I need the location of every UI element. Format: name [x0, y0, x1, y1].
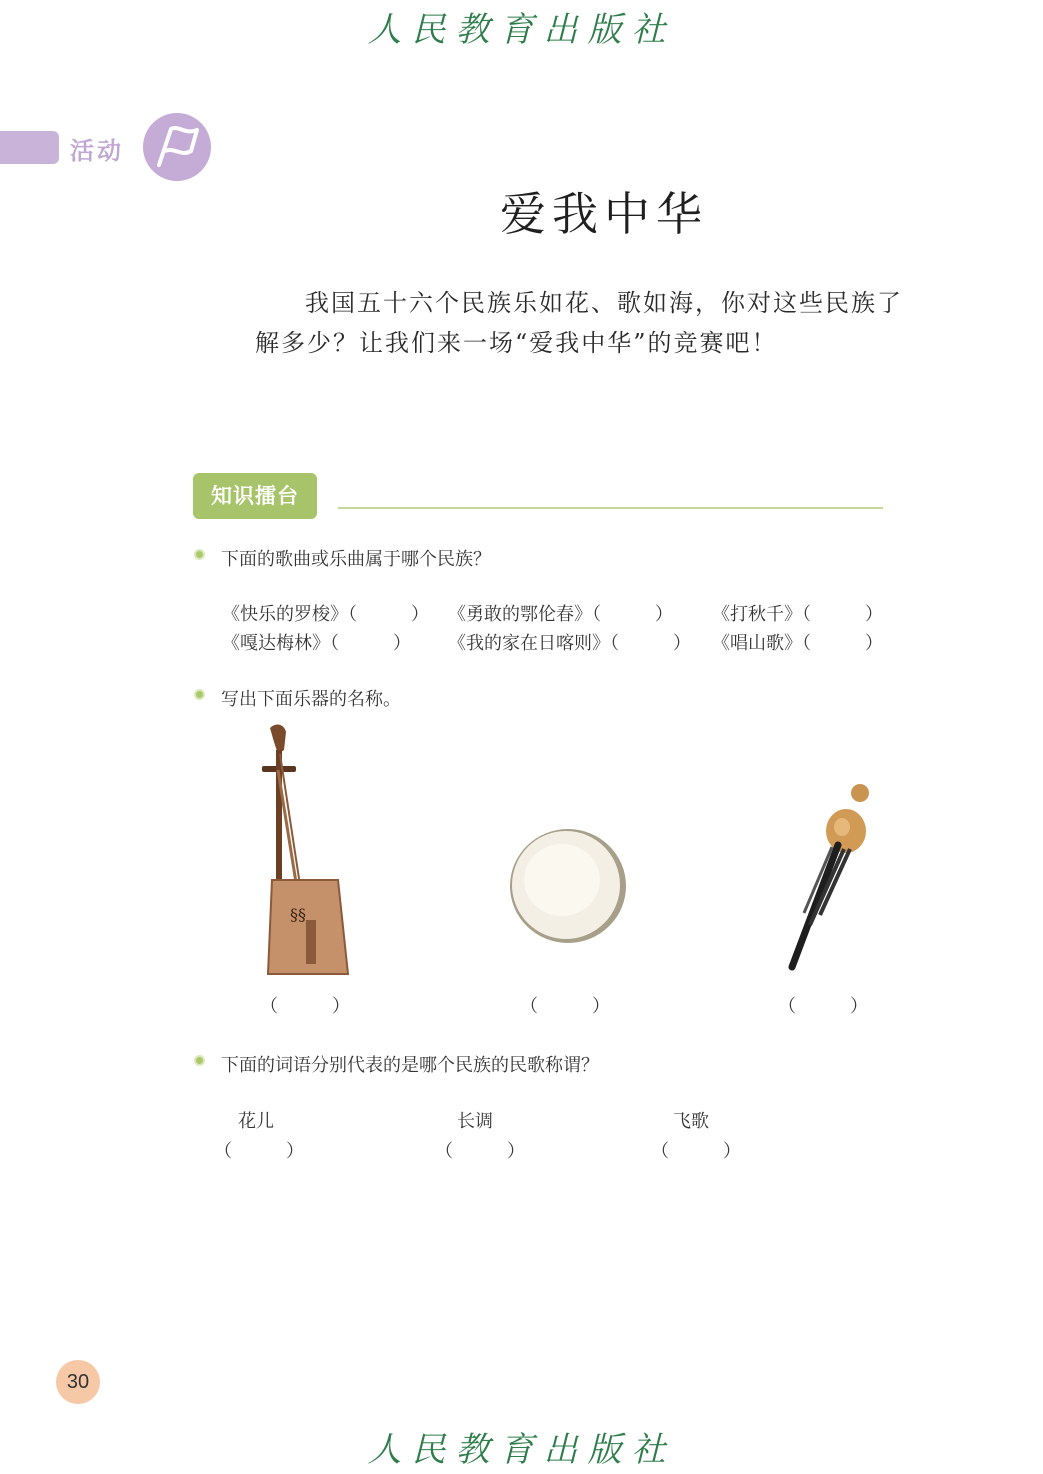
instrument-blank: （ ） — [520, 996, 610, 1017]
song-item: 《唱山歌》（ ） — [712, 633, 883, 654]
term-word: 长调 — [457, 1111, 493, 1132]
question-2-text: 写出下面乐器的名称。 — [221, 689, 401, 710]
hand-drum-image — [506, 824, 630, 948]
publisher-header: 人民教育出版社 — [367, 10, 676, 50]
flag-icon — [143, 113, 211, 181]
song-item: 《打秋千》（ ） — [712, 604, 883, 625]
activity-tab-label: 活动 — [70, 137, 124, 165]
question-3-text: 下面的词语分别代表的是哪个民族的民歌称谓？ — [221, 1055, 599, 1076]
song-item: 《我的家在日喀则》（ ） — [448, 633, 691, 654]
section-badge: 知识擂台 — [193, 473, 317, 519]
question-1-text: 下面的歌曲或乐曲属于哪个民族？ — [221, 549, 491, 570]
song-item: 《嘎达梅林》（ ） — [222, 633, 411, 654]
activity-tab-bar — [0, 131, 59, 164]
term-word: 飞歌 — [673, 1111, 709, 1132]
instrument-blank: （ ） — [260, 996, 350, 1017]
hulusi-image — [780, 775, 880, 975]
instrument-blank: （ ） — [778, 996, 868, 1017]
term-word: 花儿 — [238, 1111, 274, 1132]
term-blank: （ ） — [435, 1141, 525, 1162]
song-item: 《勇敢的鄂伦春》（ ） — [448, 604, 673, 625]
publisher-footer: 人民教育出版社 — [367, 1430, 676, 1470]
song-item: 《快乐的罗梭》（ ） — [222, 604, 429, 625]
page-number: 30 — [56, 1360, 100, 1404]
horse-head-fiddle-image — [250, 720, 360, 980]
section-divider — [338, 507, 883, 509]
term-blank: （ ） — [214, 1141, 304, 1162]
bullet-icon — [194, 689, 205, 700]
page-title: 爱我中华 — [500, 187, 708, 241]
intro-paragraph: 我国五十六个民族乐如花、歌如海，你对这些民族了解多少？让我们来一场“爱我中华”的竞赛吧！ — [255, 289, 903, 357]
bullet-icon — [194, 549, 205, 560]
svg-text:§§: §§ — [290, 905, 306, 924]
term-blank: （ ） — [651, 1141, 741, 1162]
bullet-icon — [194, 1055, 205, 1066]
